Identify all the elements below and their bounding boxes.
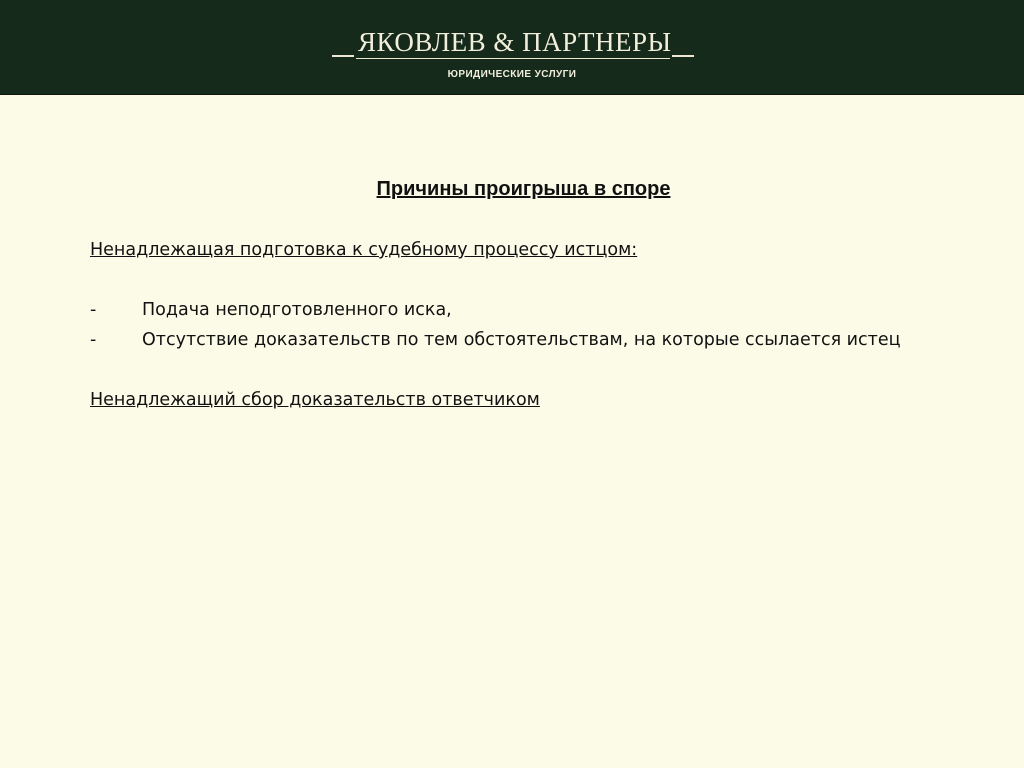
bullet-text: Отсутствие доказательств по тем обстоятельствам, на которые ссылается истец <box>142 330 901 350</box>
section-heading-plaintiff: Ненадлежащая подготовка к судебному процессу истцом: <box>90 240 638 260</box>
bullet-text: Подача неподготовленного иска, <box>142 300 452 320</box>
list-item <box>90 325 956 355</box>
slide-content <box>90 235 956 415</box>
section-heading-defendant: Ненадлежащий сбор доказательств ответчиком <box>90 390 540 410</box>
list-item <box>90 295 956 325</box>
logo-left-bar <box>332 55 354 57</box>
logo-right-bar <box>672 55 694 57</box>
logo-subtitle: ЮРИДИЧЕСКИЕ УСЛУГИ <box>447 69 577 80</box>
logo-name: ЯКОВЛЕВ & ПАРТНЕРЫ <box>358 27 672 57</box>
bullet-marker: - <box>90 300 97 320</box>
bullet-marker: - <box>90 330 97 350</box>
bullet-list <box>90 295 956 355</box>
logo-underline <box>356 58 670 59</box>
header-bar <box>0 0 1024 95</box>
slide-title: Причины проигрыша в споре <box>376 178 671 200</box>
company-logo <box>332 24 694 64</box>
